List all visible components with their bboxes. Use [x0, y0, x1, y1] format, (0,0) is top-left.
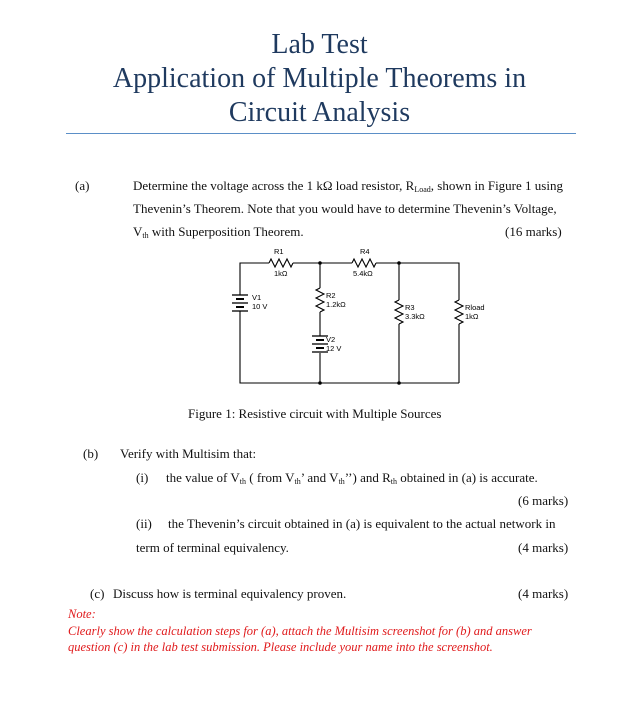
part-a-line-3: $V_{th}$ with Superposition Theorem.	[133, 224, 304, 240]
part-a-marks: (16 marks)	[505, 224, 562, 239]
part-b-i-label: (i)	[136, 470, 149, 485]
title-line-2: Application of Multiple Theorems in	[112, 63, 527, 94]
part-b-i-marks: (6 marks)	[518, 493, 569, 508]
title-line-1: Lab Test	[271, 29, 368, 60]
part-c-marks: (4 marks)	[518, 586, 569, 601]
circuit-diagram	[225, 243, 485, 388]
v1-value: 10 V	[252, 302, 268, 311]
part-c-label: (c)	[90, 586, 105, 601]
r2-value: 1.2kΩ	[326, 300, 346, 309]
part-b-ii-label: (ii)	[136, 516, 152, 531]
r4-value: 5.4kΩ	[353, 269, 373, 278]
v1-name: V1	[252, 293, 262, 302]
part-a-line-2: Thevenin’s Theorem. Note that you would have to determine Thevenin’s Voltage,	[133, 201, 557, 216]
part-b-intro: Verify with Multisim that:	[120, 446, 257, 461]
title-line-3: Circuit Analysis	[228, 97, 411, 128]
note-line-1: Clearly show the calculation steps for (a), attach the Multisim screenshot for (b) and answer	[68, 624, 532, 638]
part-b-ii-text: the Thevenin’s circuit obtained in (a) is equivalent to the actual network in	[168, 516, 556, 531]
part-a-label: (a)	[75, 178, 90, 193]
r3-name: R3	[405, 303, 415, 312]
part-b-label: (b)	[83, 446, 99, 461]
note-line-2: question (c) in the lab test submission. Please include your name into the screenshot.	[68, 640, 493, 654]
figure-caption: Figure 1: Resistive circuit with Multiple Sources	[188, 406, 442, 421]
r2-name: R2	[326, 291, 336, 300]
part-a-line-1: Determine the voltage across the 1 kΩ load resistor, $R_{Load}$, shown in Figure 1 using	[133, 178, 563, 194]
title-divider	[66, 133, 576, 134]
r3-value: 3.3kΩ	[405, 312, 425, 321]
rload-name: Rload	[465, 303, 485, 312]
v2-name: V2	[326, 335, 336, 344]
note-heading: Note:	[68, 607, 96, 621]
v2-value: 12 V	[326, 344, 342, 353]
part-b-ii-text-2: term of terminal equivalency.	[136, 540, 289, 555]
rload-value: 1kΩ	[465, 312, 479, 321]
r1-name: R1	[274, 247, 284, 256]
part-c-text: Discuss how is terminal equivalency proven.	[113, 586, 347, 601]
part-b-ii-marks: (4 marks)	[518, 540, 569, 555]
r4-name: R4	[360, 247, 370, 256]
r1-value: 1kΩ	[274, 269, 288, 278]
part-b-i-text: the value of $V_{th}$ ( from $V_{th}$’ and $V_{th}$’’) and $R_{th}$ obtained in (a) is accurate.	[166, 470, 538, 486]
